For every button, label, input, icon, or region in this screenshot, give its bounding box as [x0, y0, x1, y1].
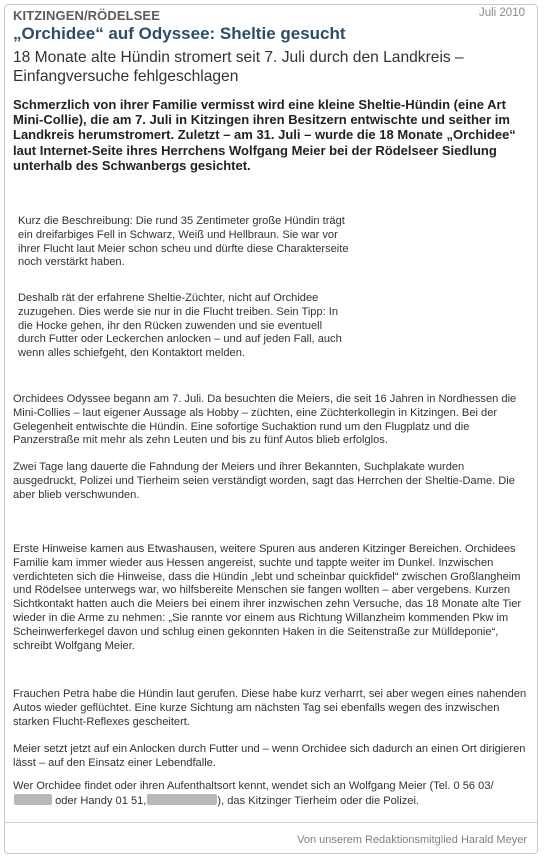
- sidebar-description: Kurz die Beschreibung: Die rund 35 Zentimeter große Hündin trägt ein dreifarbiges Fell in Schwarz, Weiß und Hellbraun. Sie war vor ihrer Flucht laut Meier schon scheu und dürfte diese Charakterseite noch verstärkt haben.: [18, 215, 349, 269]
- article-card: [5, 5, 537, 823]
- author-byline: Von unserem Redaktionsmitglied Harald Meyer: [297, 834, 527, 846]
- contact-text-middle: oder Handy 01 51,: [52, 794, 147, 807]
- sidebar-tip: Deshalb rät der erfahrene Sheltie-Züchter, nicht auf Orchidee zuzugehen. Dies werde sie nur in die Flucht treiben. Sein Tipp: In die Hocke gehen, ihr den Rücken zuwenden und sie eventuell durch Futter oder Leckerchen anlocken – und auf jeden Fall, auch wenn alles schiefgeht, den Kontaktort melden.: [18, 292, 342, 360]
- redacted-mobile-number: [147, 794, 217, 805]
- article-date: Juli 2010: [478, 7, 525, 19]
- subheadline: 18 Monate alte Hündin stromert seit 7. Juli durch den Landkreis – Einfangversuche fehlgeschlagen: [13, 49, 464, 85]
- location-kicker: KITZINGEN/RÖDELSEE: [13, 8, 160, 23]
- redacted-phone-number: [14, 794, 52, 805]
- lead-paragraph: Schmerzlich von ihrer Familie vermisst wird eine kleine Sheltie-Hündin (eine Art Mini-Collie), die am 7. Juli in Kitzingen ihren Besitzern entwischte und seither im Landkreis herumstromert. Zuletzt – am 31. Juli – wurde die 18 Monate „Orchidee“ laut Internet-Seite ihres Herrchens Wolfgang Meier bei der Rödelseer Siedlung unterhalb des Schwanbergs gesichtet.: [13, 97, 516, 173]
- contact-paragraph: [13, 780, 529, 809]
- body-paragraph: Erste Hinweise kamen aus Etwashausen, weitere Spuren aus anderen Kitzinger Bereichen. Orchidees Familie kam immer wieder aus Hessen angereist, suchte und tappte weiter im Dunkel. Inzwischen verdichteten sich die Hinweise, dass die Hündin „lebt und scheinbar quickfidel“ zwischen Großlangheim und Rödelsee unterwegs war, wo hilfsbereite Menschen sie fangen wollten – aber vergebens. Kurzen Sichtkontakt hatten auch die Meiers bei einem ihrer inzwischen zehn Versuche, das 18 Monate alte Tier wieder in die Arme zu nehmen: „Sie rannte vor einem aus Richtung Willanzheim kommenden Pkw im Scheinwerferkegel davon und schlug einen gekonnten Haken in die Seitenstraße zur Mülldeponie“, schreibt Wolfgang Meier.: [13, 543, 522, 652]
- article-frame: [4, 4, 538, 854]
- body-paragraph: Frauchen Petra habe die Hündin laut gerufen. Diese habe kurz verharrt, sei aber wegen eines nahenden Autos wieder geflüchtet. Eine kurze Sichtung am nächsten Tag sei ebenfalls wegen des inzwischen starken Flucht-Reflexes gescheitert.: [13, 688, 527, 728]
- body-paragraph: Meier setzt jetzt auf ein Anlocken durch Futter und – wenn Orchidee sich dadurch an einen Ort dirigieren lässt – auf den Einsatz einer Lebendfalle.: [13, 743, 526, 769]
- body-paragraph: Zwei Tage lang dauerte die Fahndung der Meiers und ihrer Bekannten, Suchplakate wurden ausgedruckt, Polizei und Tierheim seien verständigt worden, sagt das Herrchen der Sheltie-Dame. Die aber blieb verschwunden.: [13, 461, 515, 501]
- body-paragraph: Orchidees Odyssee begann am 7. Juli. Da besuchten die Meiers, die seit 16 Jahren in Nordhessen die Mini-Collies – laut eigener Aussage als Hobby – züchten, eine Züchterkollegin in Kitzingen. Bei der Gelegenheit entwischte die Hündin. Eine sofortige Suchaktion rund um den Flugplatz und die Panzerstraße mit mehr als zehn Leuten und bis zu fünf Autos blieb erfolglos.: [13, 393, 517, 447]
- headline: „Orchidee“ auf Odyssee: Sheltie gesucht: [13, 24, 346, 43]
- contact-text-before: Wer Orchidee findet oder ihren Aufenthaltsort kennt, wendet sich an Wolfgang Meier (Tel. 0 56 03/: [13, 780, 494, 792]
- contact-text-after: ), das Kitzinger Tierheim oder die Polizei.: [217, 794, 420, 807]
- article-header: [13, 7, 525, 23]
